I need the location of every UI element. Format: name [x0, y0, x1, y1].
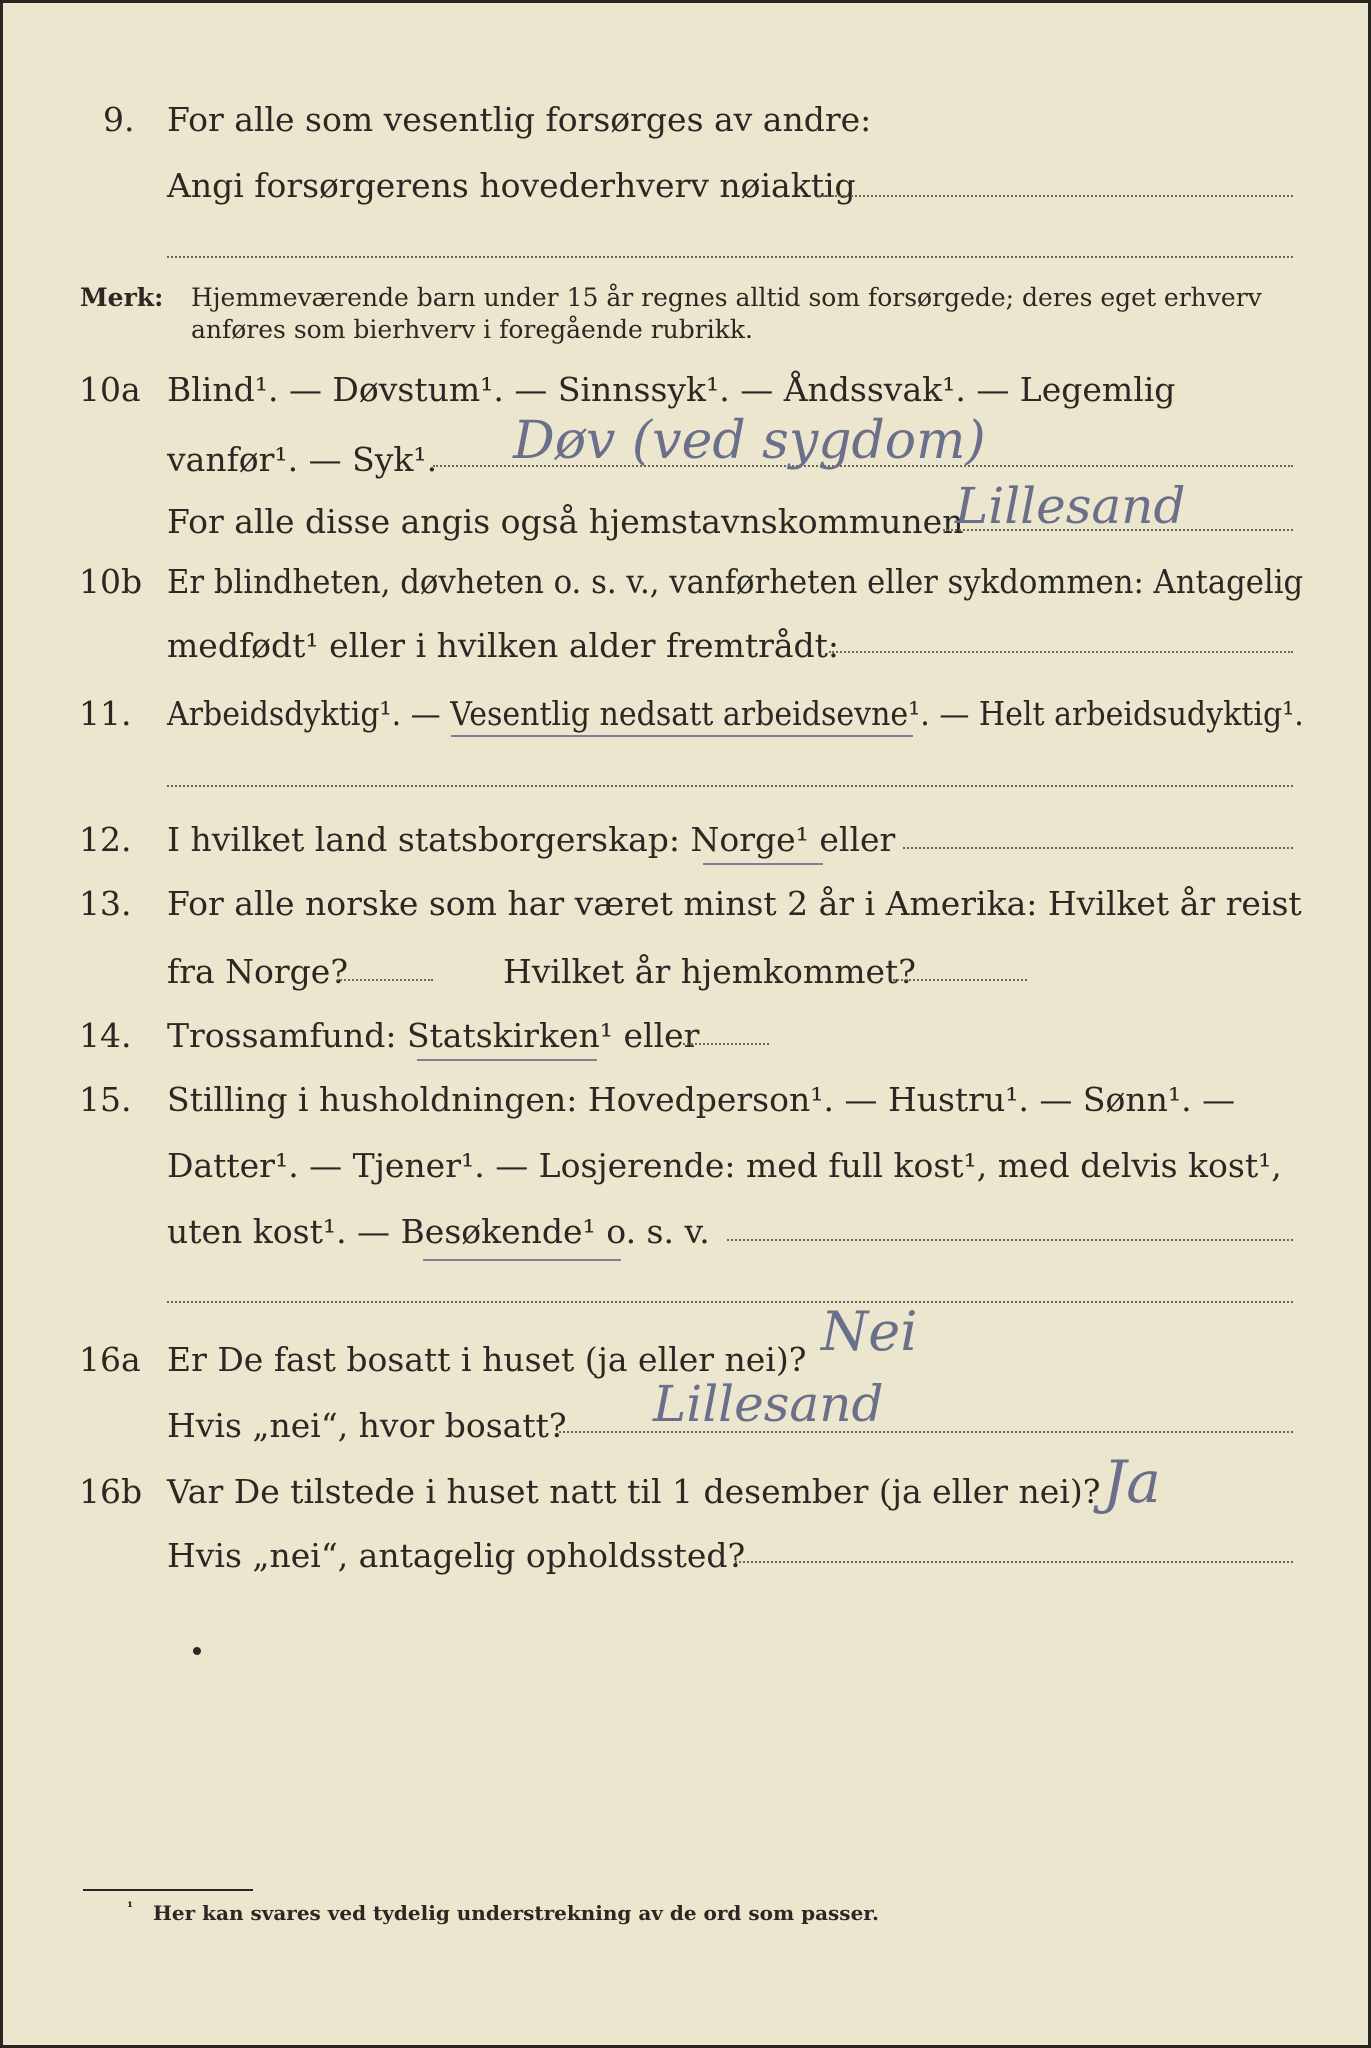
q16a-handwritten-answer-2: Lillesand: [653, 1375, 884, 1433]
q15-underline-besokende: [423, 1259, 621, 1261]
footnote-rule: [83, 1889, 253, 1891]
q15-line1: Stilling i husholdningen: Hovedperson¹. — Hustru¹. — Sønn¹. —: [167, 1080, 1236, 1119]
footnote-text: Her kan svares ved tydelig understrekning av de ord som passer.: [153, 1901, 879, 1925]
q15-line3: uten kost¹. — Besøkende¹ o. s. v.: [167, 1212, 710, 1251]
q16a-handwritten-answer-1: Nei: [821, 1300, 918, 1363]
q9-answer-line: [818, 195, 1293, 197]
q16b-number: 16b: [79, 1472, 143, 1511]
ink-dot: [193, 1647, 201, 1655]
q10a-number: 10a: [79, 370, 141, 409]
q9-answer-line-2: [167, 256, 1293, 258]
q14-number: 14.: [79, 1016, 132, 1055]
q16a-number: 16a: [79, 1340, 141, 1379]
q12-number: 12.: [79, 820, 132, 859]
q11-line1: Arbeidsdyktig¹. — Vesentlig nedsatt arbeidsevne¹. — Helt arbeidsudyktig¹.: [167, 694, 1304, 733]
q10b-line1: Er blindheten, døvheten o. s. v., vanførheten eller sykdommen: Antagelig: [167, 562, 1304, 601]
q10a-line3: For alle disse angis også hjemstavnskommunen: [167, 502, 964, 541]
q12-underline-norge: [703, 863, 823, 865]
q10a-line2: vanfør¹. — Syk¹.: [167, 440, 438, 479]
merk-label: Merk:: [80, 283, 164, 312]
q11-answer-line: [167, 785, 1293, 787]
q10b-answer-line: [829, 651, 1293, 653]
q11-number: 11.: [79, 694, 132, 733]
q13-answer-line-1: [337, 979, 433, 981]
q15-answer-line-2: [167, 1301, 1293, 1303]
q13-answer-line-2: [893, 979, 1027, 981]
q16a-line1: Er De fast bosatt i huset (ja eller nei)?: [167, 1340, 807, 1379]
q12-answer-line: [903, 847, 1293, 849]
merk-line1: Hjemmeværende barn under 15 år regnes alltid som forsørgede; deres eget erhverv: [191, 283, 1262, 312]
q15-line2: Datter¹. — Tjener¹. — Losjerende: med full kost¹, med delvis kost¹,: [167, 1146, 1282, 1185]
q12-line1: I hvilket land statsborgerskap: Norge¹ eller: [167, 820, 896, 859]
q16b-handwritten-answer-1: Ja: [1103, 1448, 1161, 1516]
q10b-line2: medfødt¹ eller i hvilken alder fremtrådt:: [167, 626, 840, 665]
q9-number: 9.: [103, 100, 135, 139]
q16a-line2: Hvis „nei“, hvor bosatt?: [167, 1406, 567, 1445]
q14-line1: Trossamfund: Statskirken¹ eller: [167, 1016, 700, 1055]
q11-underline-vesentlig-nedsatt: [451, 735, 913, 737]
q10a-line1: Blind¹. — Døvstum¹. — Sinnssyk¹. — Åndssvak¹. — Legemlig: [167, 370, 1176, 409]
q13-number: 13.: [79, 884, 132, 923]
q16b-line1: Var De tilstede i huset natt til 1 desember (ja eller nei)?: [167, 1472, 1101, 1511]
footnote-marker: ¹: [127, 1900, 134, 1916]
q9-line2: Angi forsørgerens hovederhverv nøiaktig: [167, 166, 856, 205]
q10a-handwritten-answer-2: Lillesand: [955, 477, 1186, 535]
q9-line1: For alle som vesentlig forsørges av andre:: [167, 100, 872, 139]
q10b-number: 10b: [79, 562, 143, 601]
q14-answer-line: [683, 1043, 769, 1045]
q15-answer-line: [727, 1239, 1293, 1241]
q10a-handwritten-answer-1: Døv (ved sygdom): [513, 411, 986, 471]
q14-underline-statskirken: [417, 1059, 597, 1061]
q13-line1: For alle norske som har været minst 2 år i Amerika: Hvilket år reist: [167, 884, 1302, 923]
q15-number: 15.: [79, 1080, 132, 1119]
merk-line2: anføres som bierhverv i foregående rubrikk.: [191, 315, 753, 344]
q16b-answer-line: [735, 1561, 1293, 1563]
q16b-line2: Hvis „nei“, antagelig opholdssted?: [167, 1536, 746, 1575]
q13-line2b: Hvilket år hjemkommet?: [503, 952, 916, 991]
q13-line2a: fra Norge?: [167, 952, 349, 991]
